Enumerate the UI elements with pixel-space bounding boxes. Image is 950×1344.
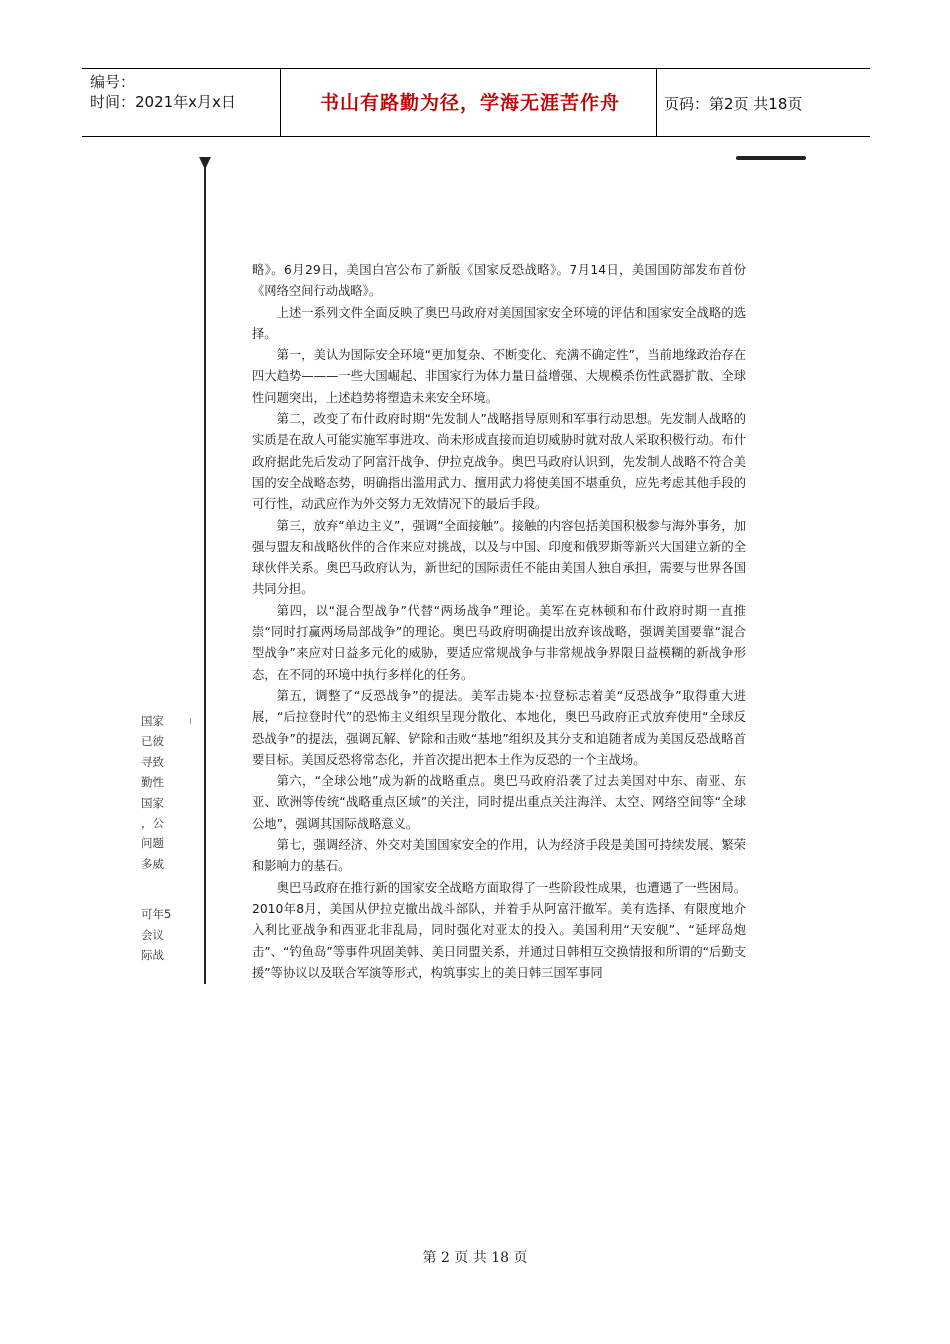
paragraph: 第二，改变了布什政府时期“先发制人”战略指导原则和军事行动思想。先发制人战略的实质是在敌人可能实施军事进攻、尚未形成直接而迫切威胁时就对敌人采取积极行动。布什政府据此先后发动了阿富汗战争、伊拉克战争。奥巴马政府认识到，先发制人战略不符合美国的安全战略态势，明确指出滥用武力、擅用武力将使美国不堪重负，应先考虑其他手段的可行性，动武应作为外交努力无效情况下的最后手段。 (252, 412, 746, 512)
side-fragment: 多威 (141, 856, 164, 871)
date-label: 时间：2021年x月x日 (90, 93, 236, 111)
paragraph: 略》。6月29日，美国白宫公布了新版《国家反恐战略》。7月14日，美国国防部发布首份《网络空间行动战略》。 (252, 263, 746, 299)
side-fragment-gap (141, 874, 177, 904)
paragraph: 第一，美认为国际安全环境“更加复杂、不断变化、充满不确定性”，当前地缘政治存在四大趋势———一些大国崛起、非国家行为体力量日益增强、大规模杀伤性武器扩散、全球性问题突出，上述趋势将塑造未来安全环境。 (252, 348, 746, 405)
paragraph: 第七，强调经济、外交对美国国家安全的作用，认为经济手段是美国可持续发展、繁荣和影响力的基石。 (252, 838, 746, 874)
side-fragment: 寻致 (141, 754, 164, 769)
header-top-rule (82, 68, 870, 69)
header-divider-right (656, 68, 657, 136)
header-bottom-rule (82, 136, 870, 137)
side-fragment: ，公 (141, 816, 164, 831)
side-fragment: 可年5 (141, 907, 172, 922)
serial-label: 编号： (90, 73, 136, 91)
article-body (252, 260, 746, 984)
side-fragment: 已彼 (141, 734, 164, 749)
header-motto: 书山有路勤为径，学海无涯苦作舟 (319, 92, 620, 114)
side-fragment: 际战 (141, 948, 164, 963)
paragraph: 第三，放弃“单边主义”，强调“全面接触”。接触的内容包括美国积极参与海外事务，加强与盟友和战略伙伴的合作来应对挑战，以及与中国、印度和俄罗斯等新兴大国建立新的全球伙伴关系。奥巴马政府认为，新世纪的国际责任不能由美国人独自承担，需要与世界各国共同分担。 (252, 518, 746, 597)
scan-tick-mark (190, 718, 191, 724)
paragraph: 第五，调整了“反恐战争”的提法。美军击毙本·拉登标志着美“反恐战争”取得重大进展，“后拉登时代”的恐怖主义组织呈现分散化、本地化，奥巴马政府正式放弃使用“全球反恐战争”的提法，强调瓦解、铲除和击败“基地”组织及其分支和追随者成为美国反恐战略首要目标。美国反恐将常态化，并首次提出把本土作为反恐的一个主战场。 (252, 688, 746, 767)
scan-stroke-mark (736, 156, 806, 160)
side-fragment: 问题 (141, 836, 164, 851)
binding-spine-line (204, 162, 206, 984)
header-divider-left (280, 68, 281, 136)
side-fragment: 会议 (141, 927, 164, 942)
header-page-label: 页码：第2页 共18页 (664, 95, 803, 113)
paragraph: 第六，“全球公地”成为新的战略重点。奥巴马政府沿袭了过去美国对中东、南亚、东亚、欧洲等传统“战略重点区域”的关注，同时提出重点关注海洋、太空、网络空间等“全球公地”，强调其国际战略意义。 (252, 774, 746, 831)
side-fragment: 勤性 (141, 775, 164, 790)
paragraph: 第四，以“混合型战争”代替“两场战争”理论。美军在克林顿和布什政府时期一直推崇“同时打赢两场局部战争”的理论。奥巴马政府明确提出放弃该战略，强调美国要靠“混合型战争”来应对日益多元化的威胁，要适应常规战争与非常规战争界限日益模糊的新战争形态，在不同的环境中执行多样化的任务。 (252, 603, 746, 682)
header-meta (90, 72, 236, 112)
page-footer: 第 2 页 共 18 页 (422, 1250, 528, 1266)
paragraph: 奥巴马政府在推行新的国家安全战略方面取得了一些阶段性成果，也遭遇了一些困局。2010年8月，美国从伊拉克撤出战斗部队，并着手从阿富汗撤军。美有选择、有限度地介入利比亚战争和西亚北非乱局，同时强化对亚太的投入。美国利用“天安舰”、“延坪岛炮击”、“钓鱼岛”等事件巩固美韩、美日同盟关系，并通过日韩相互交换情报和所谓的“后勤支援”等协议以及联合军演等形式，构筑事实上的美日韩三国军事同 (252, 880, 746, 980)
left-page-fragments (141, 711, 177, 965)
paragraph: 上述一系列文件全面反映了奥巴马政府对美国国家安全环境的评估和国家安全战略的选择。 (252, 305, 746, 341)
side-fragment: 国家 (141, 714, 164, 728)
side-fragment: 国家 (141, 795, 164, 810)
